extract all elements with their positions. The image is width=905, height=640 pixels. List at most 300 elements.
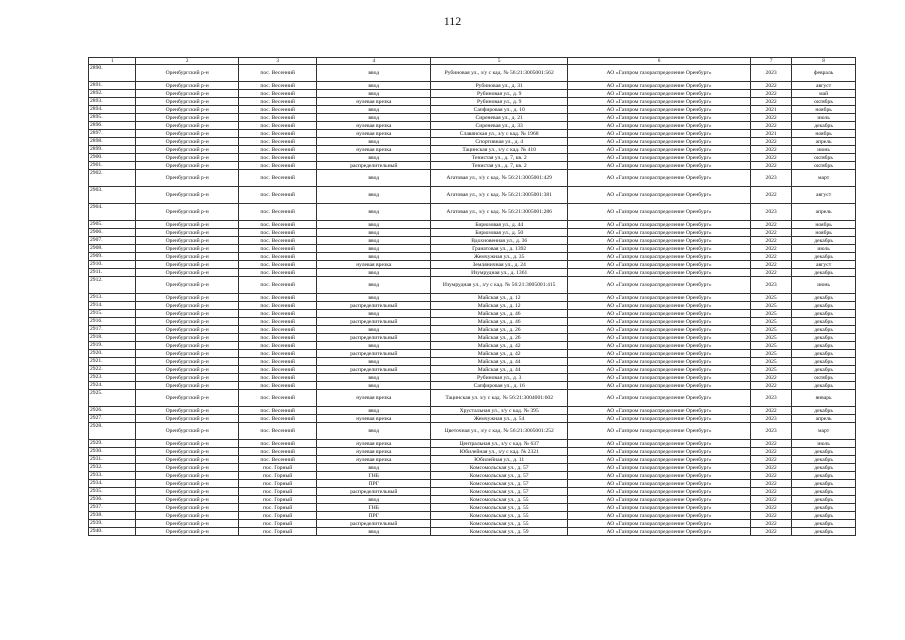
month-cell: май (792, 90, 856, 98)
year-cell: 2022 (751, 496, 792, 504)
year-cell: 2022 (751, 154, 792, 162)
table-row (89, 456, 856, 464)
organization-cell: АО «Газпром газораспределение Оренбург» (568, 65, 751, 82)
address-cell: Вдохновенная ул., д. 36 (431, 237, 568, 245)
row-number: 2938. (89, 512, 136, 520)
address-cell: Майская ул., д. 42 (431, 342, 568, 350)
row-number: 2940. (89, 528, 136, 536)
table-row (89, 170, 856, 187)
row-number: 2906. (89, 229, 136, 237)
year-cell: 2022 (751, 114, 792, 122)
district-cell: Оренбургский р-н (136, 440, 239, 448)
address-cell: Рубиновая ул., д. 31 (431, 82, 568, 90)
table-row (89, 334, 856, 342)
work-type-cell: ввод (317, 82, 431, 90)
address-cell: Майская ул., д. 46 (431, 310, 568, 318)
month-cell: декабрь (792, 496, 856, 504)
work-type-cell: распределительный (317, 318, 431, 326)
work-type-cell: ввод (317, 342, 431, 350)
table-row (89, 294, 856, 302)
work-type-cell: ввод (317, 170, 431, 187)
work-type-cell: нулевая врезка (317, 415, 431, 423)
settlement-cell: пос. Весенний (239, 162, 317, 170)
settlement-cell: пос. Весенний (239, 302, 317, 310)
table-row (89, 407, 856, 415)
organization-cell: АО «Газпром газораспределение Оренбург» (568, 440, 751, 448)
district-cell: Оренбургский р-н (136, 512, 239, 520)
year-cell: 2022 (751, 138, 792, 146)
work-type-cell: ввод (317, 245, 431, 253)
row-number: 2909. (89, 253, 136, 261)
address-cell: Цветочная ул., з/у с кад. № 56:21:3005001:252 (431, 423, 568, 440)
row-number: 2904. (89, 204, 136, 221)
month-cell: ноябрь (792, 229, 856, 237)
address-cell: Майская ул., д. 26 (431, 334, 568, 342)
address-cell: Рубиновая ул., д. 9 (431, 90, 568, 98)
work-type-cell: ПРГ (317, 480, 431, 488)
year-cell: 2023 (751, 415, 792, 423)
address-cell: Комсомольская ул., д. 57 (431, 464, 568, 472)
district-cell: Оренбургский р-н (136, 423, 239, 440)
month-cell: октябрь (792, 154, 856, 162)
address-cell: Майская ул., д. 46 (431, 318, 568, 326)
organization-cell: АО «Газпром газораспределение Оренбург» (568, 488, 751, 496)
column-number: 7 (751, 58, 792, 65)
settlement-cell: пос. Весенний (239, 382, 317, 390)
district-cell: Оренбургский р-н (136, 114, 239, 122)
address-cell: Комсомольская ул., д. 59 (431, 528, 568, 536)
settlement-cell: пос. Весенний (239, 350, 317, 358)
work-type-cell: ввод (317, 326, 431, 334)
address-cell: Изумрудная ул., з/у с кад. № 56:21:3005001:415 (431, 277, 568, 294)
settlement-cell: пос. Весенний (239, 390, 317, 407)
year-cell: 2022 (751, 488, 792, 496)
month-cell: август (792, 187, 856, 204)
table-row (89, 423, 856, 440)
year-cell: 2025 (751, 350, 792, 358)
row-number: 2902. (89, 170, 136, 187)
row-number: 2922. (89, 366, 136, 374)
organization-cell: АО «Газпром газораспределение Оренбург» (568, 350, 751, 358)
page-number: 112 (443, 14, 462, 28)
address-cell: Жемчужная ул., д. 35 (431, 253, 568, 261)
district-cell: Оренбургский р-н (136, 122, 239, 130)
month-cell: ноябрь (792, 130, 856, 138)
month-cell: декабрь (792, 302, 856, 310)
district-cell: Оренбургский р-н (136, 415, 239, 423)
work-type-cell: ввод (317, 204, 431, 221)
table-row (89, 261, 856, 269)
settlement-cell: пос. Весенний (239, 98, 317, 106)
settlement-cell: пос. Весенний (239, 237, 317, 245)
table-row (89, 154, 856, 162)
organization-cell: АО «Газпром газораспределение Оренбург» (568, 146, 751, 154)
row-number: 2891. (89, 82, 136, 90)
address-cell: Тацинская ул., з/у с кад. № 410 (431, 146, 568, 154)
organization-cell: АО «Газпром газораспределение Оренбург» (568, 415, 751, 423)
month-cell: июнь (792, 146, 856, 154)
work-type-cell: нулевая врезка (317, 440, 431, 448)
month-cell: декабрь (792, 382, 856, 390)
organization-cell: АО «Газпром газораспределение Оренбург» (568, 342, 751, 350)
month-cell: декабрь (792, 512, 856, 520)
organization-cell: АО «Газпром газораспределение Оренбург» (568, 528, 751, 536)
district-cell: Оренбургский р-н (136, 407, 239, 415)
work-type-cell: ввод (317, 407, 431, 415)
organization-cell: АО «Газпром газораспределение Оренбург» (568, 204, 751, 221)
table-row (89, 480, 856, 488)
settlement-cell: пос. Горный (239, 496, 317, 504)
year-cell: 2025 (751, 366, 792, 374)
work-type-cell: ввод (317, 106, 431, 114)
work-type-cell: распределительный (317, 366, 431, 374)
work-type-cell: ввод (317, 187, 431, 204)
organization-cell: АО «Газпром газораспределение Оренбург» (568, 221, 751, 229)
row-number: 2896. (89, 122, 136, 130)
month-cell: апрель (792, 138, 856, 146)
table-row (89, 390, 856, 407)
settlement-cell: пос. Весенний (239, 65, 317, 82)
settlement-cell: пос. Горный (239, 472, 317, 480)
address-cell: Комсомольская ул., д. 55 (431, 496, 568, 504)
row-number: 2934. (89, 480, 136, 488)
row-number: 2920. (89, 350, 136, 358)
organization-cell: АО «Газпром газораспределение Оренбург» (568, 390, 751, 407)
month-cell: декабрь (792, 342, 856, 350)
year-cell: 2025 (751, 294, 792, 302)
district-cell: Оренбургский р-н (136, 390, 239, 407)
column-number: 1 (89, 58, 136, 65)
organization-cell: АО «Газпром газораспределение Оренбург» (568, 480, 751, 488)
year-cell: 2025 (751, 318, 792, 326)
address-cell: Бирюзовая ул., д. 50 (431, 229, 568, 237)
row-number: 2936. (89, 496, 136, 504)
table-row (89, 488, 856, 496)
settlement-cell: пос. Горный (239, 520, 317, 528)
organization-cell: АО «Газпром газораспределение Оренбург» (568, 496, 751, 504)
table-row (89, 130, 856, 138)
table-row (89, 146, 856, 154)
organization-cell: АО «Газпром газораспределение Оренбург» (568, 366, 751, 374)
row-number: 2931. (89, 456, 136, 464)
table-row (89, 277, 856, 294)
month-cell: декабрь (792, 407, 856, 415)
work-type-cell: ПРГ (317, 512, 431, 520)
district-cell: Оренбургский р-н (136, 90, 239, 98)
work-type-cell: ввод (317, 114, 431, 122)
district-cell: Оренбургский р-н (136, 480, 239, 488)
work-type-cell: ГНБ (317, 472, 431, 480)
year-cell: 2022 (751, 253, 792, 261)
settlement-cell: пос. Весенний (239, 138, 317, 146)
organization-cell: АО «Газпром газораспределение Оренбург» (568, 504, 751, 512)
table-row (89, 90, 856, 98)
row-number: 2890. (89, 65, 136, 82)
address-cell: Спортивная ул., д. 4 (431, 138, 568, 146)
month-cell: декабрь (792, 456, 856, 464)
table-row (89, 512, 856, 520)
table-row (89, 382, 856, 390)
row-number: 2924. (89, 382, 136, 390)
work-type-cell: нулевая врезка (317, 130, 431, 138)
column-number: 4 (317, 58, 431, 65)
settlement-cell: пос. Весенний (239, 114, 317, 122)
district-cell: Оренбургский р-н (136, 302, 239, 310)
year-cell: 2022 (751, 122, 792, 130)
month-cell: декабрь (792, 237, 856, 245)
organization-cell: АО «Газпром газораспределение Оренбург» (568, 154, 751, 162)
district-cell: Оренбургский р-н (136, 342, 239, 350)
work-type-cell: нулевая врезка (317, 456, 431, 464)
row-number: 2925. (89, 390, 136, 407)
district-cell: Оренбургский р-н (136, 496, 239, 504)
year-cell: 2022 (751, 98, 792, 106)
organization-cell: АО «Газпром газораспределение Оренбург» (568, 334, 751, 342)
year-cell: 2022 (751, 261, 792, 269)
organization-cell: АО «Газпром газораспределение Оренбург» (568, 170, 751, 187)
year-cell: 2023 (751, 423, 792, 440)
address-cell: Юбилейная ул., д. 11 (431, 456, 568, 464)
settlement-cell: пос. Весенний (239, 448, 317, 456)
table-row (89, 374, 856, 382)
row-number: 2939. (89, 520, 136, 528)
month-cell: апрель (792, 415, 856, 423)
year-cell: 2025 (751, 326, 792, 334)
month-cell: декабрь (792, 448, 856, 456)
work-type-cell: ввод (317, 277, 431, 294)
address-cell: Сапфировая ул., д. 10 (431, 106, 568, 114)
table-row (89, 82, 856, 90)
address-cell: Комсомольская ул., д. 55 (431, 504, 568, 512)
year-cell: 2022 (751, 512, 792, 520)
district-cell: Оренбургский р-н (136, 464, 239, 472)
district-cell: Оренбургский р-н (136, 106, 239, 114)
row-number: 2933. (89, 472, 136, 480)
settlement-cell: пос. Весенний (239, 106, 317, 114)
address-cell: Изумрудная ул., д. 1361 (431, 269, 568, 277)
table-row (89, 122, 856, 130)
settlement-cell: пос. Весенний (239, 358, 317, 366)
settlement-cell: пос. Весенний (239, 269, 317, 277)
table-row (89, 366, 856, 374)
district-cell: Оренбургский р-н (136, 334, 239, 342)
month-cell: декабрь (792, 520, 856, 528)
work-type-cell: ввод (317, 138, 431, 146)
table-row (89, 229, 856, 237)
year-cell: 2021 (751, 106, 792, 114)
month-cell: декабрь (792, 488, 856, 496)
year-cell: 2023 (751, 65, 792, 82)
organization-cell: АО «Газпром газораспределение Оренбург» (568, 229, 751, 237)
row-number: 2927. (89, 415, 136, 423)
month-cell: декабрь (792, 326, 856, 334)
organization-cell: АО «Газпром газораспределение Оренбург» (568, 106, 751, 114)
address-cell: Комсомольская ул., д. 55 (431, 520, 568, 528)
address-cell: Сапфировая ул., д. 16 (431, 382, 568, 390)
year-cell: 2025 (751, 334, 792, 342)
table-row (89, 187, 856, 204)
settlement-cell: пос. Весенний (239, 122, 317, 130)
district-cell: Оренбургский р-н (136, 170, 239, 187)
district-cell: Оренбургский р-н (136, 204, 239, 221)
address-cell: Майская ул., д. 42 (431, 350, 568, 358)
column-number: 5 (431, 58, 568, 65)
address-cell: Тенистая ул., д. 7, кв. 2 (431, 154, 568, 162)
district-cell: Оренбургский р-н (136, 65, 239, 82)
row-number: 2915. (89, 310, 136, 318)
month-cell: декабрь (792, 504, 856, 512)
row-number: 2932. (89, 464, 136, 472)
organization-cell: АО «Газпром газораспределение Оренбург» (568, 318, 751, 326)
organization-cell: АО «Газпром газораспределение Оренбург» (568, 310, 751, 318)
address-cell: Юбилейная ул., з/у с кад. № 2321 (431, 448, 568, 456)
work-type-cell: ввод (317, 221, 431, 229)
work-type-cell: ввод (317, 423, 431, 440)
address-cell: Агатовая ул., з/у с кад. № 56:21:3005001:429 (431, 170, 568, 187)
settlement-cell: пос. Горный (239, 488, 317, 496)
table-row (89, 310, 856, 318)
settlement-cell: пос. Горный (239, 512, 317, 520)
address-cell: Центральная ул., з/у с кад. № 637 (431, 440, 568, 448)
row-number: 2923. (89, 374, 136, 382)
row-number: 2912. (89, 277, 136, 294)
district-cell: Оренбургский р-н (136, 350, 239, 358)
district-cell: Оренбургский р-н (136, 366, 239, 374)
row-number: 2937. (89, 504, 136, 512)
settlement-cell: пос. Весенний (239, 326, 317, 334)
row-number: 2905. (89, 221, 136, 229)
work-type-cell: нулевая врезка (317, 98, 431, 106)
year-cell: 2022 (751, 374, 792, 382)
settlement-cell: пос. Весенний (239, 440, 317, 448)
month-cell: январь (792, 390, 856, 407)
year-cell: 2022 (751, 237, 792, 245)
table-row (89, 98, 856, 106)
address-cell: Комсомольская ул., д. 57 (431, 472, 568, 480)
month-cell: декабрь (792, 310, 856, 318)
organization-cell: АО «Газпром газораспределение Оренбург» (568, 374, 751, 382)
row-number: 2913. (89, 294, 136, 302)
work-type-cell: ввод (317, 358, 431, 366)
address-cell: Майская ул., д. 44 (431, 366, 568, 374)
address-cell: Гранатовая ул., д. 1392 (431, 245, 568, 253)
district-cell: Оренбургский р-н (136, 237, 239, 245)
table-row (89, 464, 856, 472)
district-cell: Оренбургский р-н (136, 326, 239, 334)
district-cell: Оренбургский р-н (136, 520, 239, 528)
work-type-cell: ввод (317, 65, 431, 82)
year-cell: 2022 (751, 146, 792, 154)
address-cell: Майская ул., д. 12 (431, 302, 568, 310)
row-number: 2908. (89, 245, 136, 253)
row-number: 2911. (89, 269, 136, 277)
month-cell: ноябрь (792, 221, 856, 229)
organization-cell: АО «Газпром газораспределение Оренбург» (568, 269, 751, 277)
year-cell: 2022 (751, 90, 792, 98)
year-cell: 2022 (751, 472, 792, 480)
year-cell: 2022 (751, 245, 792, 253)
settlement-cell: пос. Горный (239, 504, 317, 512)
settlement-cell: пос. Весенний (239, 366, 317, 374)
row-number: 2921. (89, 358, 136, 366)
settlement-cell: пос. Горный (239, 480, 317, 488)
district-cell: Оренбургский р-н (136, 253, 239, 261)
settlement-cell: пос. Весенний (239, 423, 317, 440)
row-number: 2892. (89, 90, 136, 98)
gasification-table (88, 57, 856, 536)
district-cell: Оренбургский р-н (136, 456, 239, 464)
table-row (89, 269, 856, 277)
table-row (89, 302, 856, 310)
district-cell: Оренбургский р-н (136, 269, 239, 277)
settlement-cell: пос. Весенний (239, 187, 317, 204)
work-type-cell: ввод (317, 310, 431, 318)
address-cell: Славянская ул., з/у с кад. № 1968 (431, 130, 568, 138)
table-row (89, 326, 856, 334)
work-type-cell: ввод (317, 229, 431, 237)
row-number: 2929. (89, 440, 136, 448)
table-row (89, 342, 856, 350)
address-cell: Тацинская ул. з/у с кад. № 56:21:3004001:602 (431, 390, 568, 407)
row-number: 2918. (89, 334, 136, 342)
organization-cell: АО «Газпром газораспределение Оренбург» (568, 326, 751, 334)
year-cell: 2022 (751, 448, 792, 456)
settlement-cell: пос. Весенний (239, 407, 317, 415)
row-number: 2901. (89, 162, 136, 170)
row-number: 2903. (89, 187, 136, 204)
month-cell: апрель (792, 204, 856, 221)
district-cell: Оренбургский р-н (136, 162, 239, 170)
district-cell: Оренбургский р-н (136, 82, 239, 90)
month-cell: октябрь (792, 374, 856, 382)
district-cell: Оренбургский р-н (136, 472, 239, 480)
address-cell: Агатовая ул., з/у с кад. № 56:21:3005001:381 (431, 187, 568, 204)
month-cell: декабрь (792, 318, 856, 326)
month-cell: декабрь (792, 464, 856, 472)
month-cell: декабрь (792, 480, 856, 488)
month-cell: август (792, 261, 856, 269)
work-type-cell: нулевая врезка (317, 122, 431, 130)
settlement-cell: пос. Весенний (239, 310, 317, 318)
organization-cell: АО «Газпром газораспределение Оренбург» (568, 464, 751, 472)
settlement-cell: пос. Горный (239, 464, 317, 472)
year-cell: 2022 (751, 221, 792, 229)
year-cell: 2022 (751, 162, 792, 170)
organization-cell: АО «Газпром газораспределение Оренбург» (568, 448, 751, 456)
district-cell: Оренбургский р-н (136, 261, 239, 269)
district-cell: Оренбургский р-н (136, 98, 239, 106)
organization-cell: АО «Газпром газораспределение Оренбург» (568, 82, 751, 90)
organization-cell: АО «Газпром газораспределение Оренбург» (568, 114, 751, 122)
address-cell: Майская ул., д. 12 (431, 294, 568, 302)
month-cell: декабрь (792, 528, 856, 536)
year-cell: 2025 (751, 302, 792, 310)
table-row (89, 221, 856, 229)
work-type-cell: распределительный (317, 302, 431, 310)
district-cell: Оренбургский р-н (136, 310, 239, 318)
month-cell: декабрь (792, 472, 856, 480)
organization-cell: АО «Газпром газораспределение Оренбург» (568, 162, 751, 170)
row-number: 2897. (89, 130, 136, 138)
year-cell: 2023 (751, 170, 792, 187)
district-cell: Оренбургский р-н (136, 138, 239, 146)
district-cell: Оренбургский р-н (136, 488, 239, 496)
table-row (89, 496, 856, 504)
work-type-cell: ввод (317, 294, 431, 302)
settlement-cell: пос. Весенний (239, 229, 317, 237)
month-cell: март (792, 423, 856, 440)
settlement-cell: пос. Весенний (239, 415, 317, 423)
